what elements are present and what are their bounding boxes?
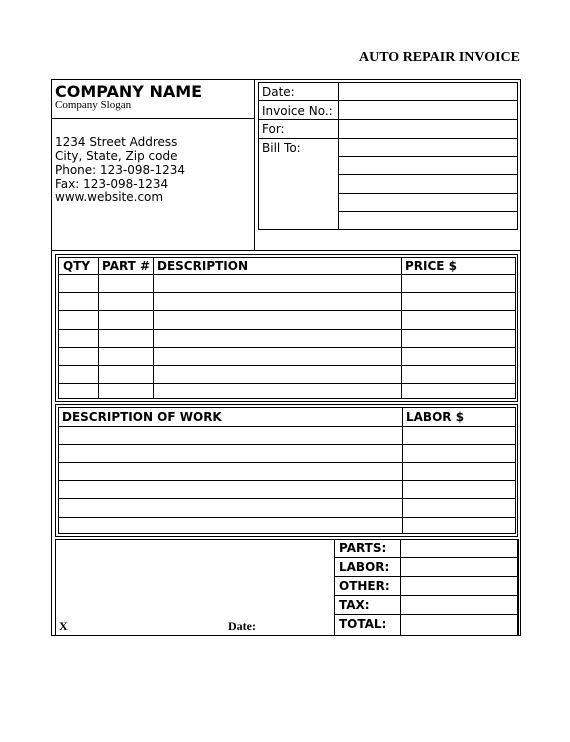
parts-row-rule [58, 365, 516, 366]
parts-col-rule [98, 257, 99, 399]
parts-total-field[interactable] [401, 540, 517, 556]
company-phone: Phone: 123-098-1234 [55, 163, 186, 177]
parts-row-rule [58, 310, 516, 311]
tax-total-field[interactable] [401, 596, 517, 613]
date-label: Date: [262, 85, 295, 99]
invoice-no-label: Invoice No.: [262, 104, 333, 118]
signature-date-label: Date: [228, 619, 256, 633]
other-total-field[interactable] [401, 577, 517, 594]
company-city: City, State, Zip code [55, 149, 178, 163]
date-field[interactable] [339, 83, 517, 99]
work-description-header: DESCRIPTION OF WORK [62, 410, 222, 424]
company-fax: Fax: 123-098-1234 [55, 177, 169, 191]
parts-table [58, 257, 516, 399]
invoice-no-field[interactable] [339, 101, 517, 118]
other-total-label: OTHER: [339, 579, 390, 593]
description-header: DESCRIPTION [157, 259, 249, 273]
signature-mark: X [59, 619, 68, 633]
qty-header: QTY [63, 259, 91, 273]
company-address: 1234 Street Address [55, 135, 178, 149]
part-number-header: PART # [102, 259, 151, 273]
bill-to-label: Bill To: [262, 141, 301, 155]
parts-col-rule [153, 257, 154, 399]
labor-total-label: LABOR: [339, 560, 390, 574]
company-slogan: Company Slogan [55, 99, 132, 111]
tax-total-label: TAX: [339, 598, 370, 612]
parts-col-rule [401, 257, 402, 399]
company-name: COMPANY NAME [55, 82, 203, 101]
price-header: PRICE $ [405, 259, 458, 273]
work-row-rule [58, 444, 516, 445]
parts-row-rule [58, 383, 516, 384]
parts-total-label: PARTS: [339, 541, 387, 555]
labor-header: LABOR $ [406, 410, 465, 424]
section-divider [51, 250, 521, 251]
header-divider [254, 79, 255, 250]
company-website: www.website.com [55, 190, 164, 204]
document-title: AUTO REPAIR INVOICE [359, 50, 520, 65]
work-row-rule [58, 517, 516, 518]
totals-rule [334, 539, 335, 635]
grand-total-field[interactable] [401, 615, 517, 634]
parts-row-rule [58, 347, 516, 348]
parts-row-rule [58, 292, 516, 293]
parts-row-rule [58, 274, 516, 275]
work-row-rule [58, 462, 516, 463]
for-field[interactable] [339, 120, 517, 137]
bill-to-field[interactable] [339, 139, 517, 229]
work-row-rule [58, 498, 516, 499]
company-divider [51, 118, 254, 119]
work-row-rule [58, 426, 516, 427]
work-row-rule [58, 480, 516, 481]
for-label: For: [262, 122, 285, 136]
grand-total-label: TOTAL: [339, 617, 387, 631]
parts-row-rule [58, 329, 516, 330]
labor-total-field[interactable] [401, 558, 517, 575]
totals-rule [517, 539, 518, 635]
